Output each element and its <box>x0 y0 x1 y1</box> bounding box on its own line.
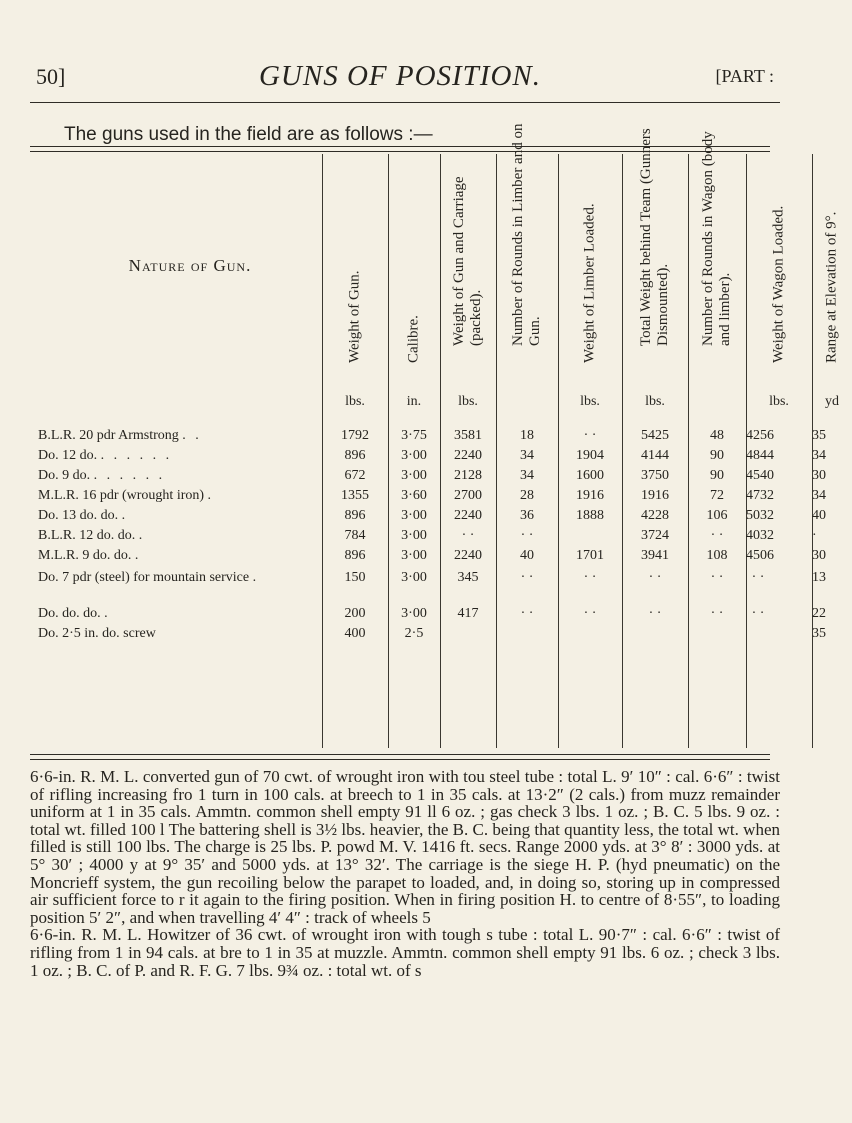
gun-name: Do. 7 pdr (steel) for mountain service . <box>38 570 260 585</box>
table-cell: 1916 <box>576 488 604 503</box>
gun-name: Do. 12 do. . . . . . . <box>38 448 173 463</box>
column-header-label: Weight of Gun. <box>346 270 363 363</box>
table-cell: 34 <box>812 448 826 463</box>
table-cell: 3·00 <box>401 548 427 563</box>
table-cell: 2700 <box>454 488 482 503</box>
table-cell: · · <box>751 606 765 621</box>
unit-label: lbs. <box>345 394 365 409</box>
table-row <box>30 508 826 528</box>
leader-dots: . . . . . . <box>100 448 173 463</box>
table-cell: 3·00 <box>401 606 427 621</box>
table-cell: 48 <box>710 428 724 443</box>
gun-name: Do. 2·5 in. do. screw <box>38 626 156 641</box>
part-label: [PART : <box>715 66 774 86</box>
gun-name: Do. 9 do. . . . . . . <box>38 468 166 483</box>
table-cell: · · <box>583 428 597 443</box>
table-cell: 22 <box>812 606 826 621</box>
table-cell: 2·5 <box>404 626 424 641</box>
column-header-label: Weight of Wagon Loaded. <box>770 205 787 363</box>
table-cell: · · <box>710 606 724 621</box>
table-cell: 4032 <box>746 528 774 543</box>
table-cell: · · <box>648 606 662 621</box>
leader-dots: . <box>138 528 146 543</box>
leader-dots: . <box>207 488 215 503</box>
gun-name: M.L.R. 9 do. do. . <box>38 548 142 563</box>
page-header <box>30 60 774 104</box>
table-bottom-rule <box>30 754 770 755</box>
column-header <box>573 156 607 380</box>
table-cell: · · <box>583 570 597 585</box>
table-cell: 18 <box>520 428 534 443</box>
page-number: 50] <box>36 64 66 89</box>
column-header <box>815 156 849 380</box>
table-cell: 2240 <box>454 508 482 523</box>
table-cell: 35 <box>812 428 826 443</box>
table-cell: · · <box>461 528 475 543</box>
column-header-label: Range at Elevation of 9°. <box>823 211 840 363</box>
column-header <box>397 156 431 380</box>
header-rule <box>30 102 780 103</box>
table-row <box>30 570 826 590</box>
table-cell: 3·00 <box>401 570 427 585</box>
table-row <box>30 428 826 448</box>
unit-label: lbs. <box>458 394 478 409</box>
table-cell: 345 <box>457 570 479 585</box>
unit-label: yd <box>825 394 839 409</box>
table-cell: 90 <box>710 468 724 483</box>
table-cell: 3·75 <box>401 428 427 443</box>
leader-dots: . <box>134 548 142 563</box>
column-header-label: Weight of Limber Loaded. <box>581 203 598 363</box>
table-cell: 3·00 <box>401 448 427 463</box>
paragraph-gun: 6·6-in. R. M. L. converted gun of 70 cwt. of wrought iron with tou steel tube : total L. 9′ 10″ : cal. 6·6″ : twist of rifling increasing fro 1 turn in 100 cals. at breech to 1 in 35 cals. at 13·2″ (2 cals.) from muzz remainder uniform at 1 in 35 cals. Ammtn. common shell empty 91 ll 6 oz. ; gas check 3 lbs. 1 oz. ; B. C. 5 lbs. 9 oz. : total wt. filled 100 l The battering shell is 3½ lbs. heavier, the B. C. being that quantity less, the total wt. when filled is still 100 lbs. The charge is 25 lbs. P. powd M. V. 1416 ft. secs. Range 2000 yds. at 3° 8′ : 3000 yds. at 5° 30′ ; 4000 y at 9° 35′ and 5000 yds. at 13° 32′. The carriage is the siege H. P. (hyd pneumatic) on the Moncrieff system, the gun recoiling below the parapet to loaded, and, in doing so, storing up in compressed air sufficient force to r it again to the firing position. When in firing position H. to centre of 8·55″, to loading position 5′ 2″, and when travelling 4′ 4″ : track of wheels 5 <box>30 767 780 927</box>
table-cell: 1792 <box>341 428 369 443</box>
table-cell: 1916 <box>641 488 669 503</box>
table-cell: 3581 <box>454 428 482 443</box>
column-header-label: Number of Rounds in Wagon (body and limber). <box>700 131 733 346</box>
table-cell: 4144 <box>641 448 669 463</box>
table-cell: 1600 <box>576 468 604 483</box>
table-cell: 3·60 <box>401 488 427 503</box>
table-cell: 3941 <box>641 548 669 563</box>
table-cell: 106 <box>706 508 728 523</box>
table-cell: 108 <box>706 548 728 563</box>
running-title: GUNS OF POSITION. <box>258 60 542 92</box>
table-cell: 4732 <box>746 488 774 503</box>
table-cell: 40 <box>812 508 826 523</box>
table-cell: 2240 <box>454 448 482 463</box>
table-bottom-rule-2 <box>30 759 770 760</box>
table-cell: 1701 <box>576 548 604 563</box>
table-cell: 896 <box>344 508 366 523</box>
column-header-label: Total Weight behind Team (Gunners Dismounted). <box>638 128 671 346</box>
gun-name: Do. 13 do. do. . <box>38 508 129 523</box>
table-row <box>30 548 826 568</box>
table-cell: · · <box>520 570 534 585</box>
table-cell: 4256 <box>746 428 774 443</box>
column-header <box>338 156 372 380</box>
table-row <box>30 488 826 508</box>
table-cell: · · <box>583 606 597 621</box>
table-cell: 5425 <box>641 428 669 443</box>
table-row <box>30 606 826 626</box>
table-cell: 3·00 <box>401 528 427 543</box>
table-cell: 30 <box>812 548 826 563</box>
table-cell: 1888 <box>576 508 604 523</box>
table-cell: 2240 <box>454 548 482 563</box>
column-header-label: Weight of Gun and Carriage (packed). <box>451 176 484 346</box>
unit-label: lbs. <box>645 394 665 409</box>
column-header <box>638 128 672 380</box>
table-cell: 896 <box>344 448 366 463</box>
leader-dots: . <box>104 606 111 621</box>
table-cell: 3·00 <box>401 468 427 483</box>
gun-name: M.L.R. 16 pdr (wrought iron) . <box>38 488 215 503</box>
intro-text: The guns used in the field are as follows :— <box>64 124 433 145</box>
table-cell: 28 <box>520 488 534 503</box>
table-cell: 2128 <box>454 468 482 483</box>
table-cell: 1904 <box>576 448 604 463</box>
table-cell: 5032 <box>746 508 774 523</box>
table-cell: 896 <box>344 548 366 563</box>
table-cell: · · <box>520 606 534 621</box>
table-cell: 3724 <box>641 528 669 543</box>
unit-label: lbs. <box>580 394 600 409</box>
table-cell: 40 <box>520 548 534 563</box>
table-cell: 3750 <box>641 468 669 483</box>
table-cell: · · <box>648 570 662 585</box>
gun-name: Do. do. do. . <box>38 606 111 621</box>
table-cell: 784 <box>344 528 366 543</box>
table-cell: 34 <box>812 488 826 503</box>
column-header <box>510 123 544 380</box>
table-cell: 36 <box>520 508 534 523</box>
table-row <box>30 448 826 468</box>
table-cell: 417 <box>457 606 479 621</box>
table-cell: 34 <box>520 468 534 483</box>
table-cell: · · <box>520 528 534 543</box>
table-cell: · · <box>710 570 724 585</box>
table-cell: 150 <box>344 570 366 585</box>
column-header-label: Calibre. <box>405 315 422 363</box>
table-cell: 4540 <box>746 468 774 483</box>
column-header <box>451 156 485 380</box>
table-cell: 4228 <box>641 508 669 523</box>
gun-name: B.L.R. 12 do. do. . <box>38 528 146 543</box>
table-cell: 35 <box>812 626 826 641</box>
table-cell: 4844 <box>746 448 774 463</box>
table-row <box>30 626 826 646</box>
leader-dots: . <box>252 570 260 585</box>
column-header <box>700 131 734 380</box>
table-cell: 3·00 <box>401 508 427 523</box>
table-cell: 72 <box>710 488 724 503</box>
table-cell: 4506 <box>746 548 774 563</box>
gun-name: B.L.R. 20 pdr Armstrong . . <box>38 428 202 443</box>
column-header-label: Number of Rounds in Limber and on Gun. <box>510 123 543 346</box>
paragraph-howitzer: 6·6-in. R. M. L. Howitzer of 36 cwt. of wrought iron with tough s tube : total L. 90·7″ : cal. 6·6″ : twist of rifling from 1 in 94 cals. at bre to 1 in 35 at muzzle. Ammtn. common shell empty 91 lbs. 6 oz. ; check 3 lbs. 1 oz. ; B. C. of P. and R. F. G. 7 lbs. 9¾ oz. : total wt. of s <box>30 925 780 980</box>
table-cell: 200 <box>344 606 366 621</box>
table-cell: 13 <box>812 570 826 585</box>
table-cell: 400 <box>344 626 366 641</box>
table-cell: · · <box>751 570 765 585</box>
table-row <box>30 468 826 488</box>
column-header <box>762 156 796 380</box>
leader-dots: . . <box>182 428 202 443</box>
table-cell: 90 <box>710 448 724 463</box>
table-cell: 1355 <box>341 488 369 503</box>
nature-of-gun-header: Nature of Gun. <box>128 256 252 275</box>
table-row <box>30 528 817 548</box>
table-cell: · · <box>710 528 724 543</box>
body-text <box>30 768 780 979</box>
table-cell: 30 <box>812 468 826 483</box>
table-cell: 672 <box>344 468 366 483</box>
table-cell: · <box>812 528 817 543</box>
unit-label: lbs. <box>769 394 789 409</box>
unit-label: in. <box>406 394 422 409</box>
leader-dots: . . . . . . <box>93 468 166 483</box>
leader-dots: . <box>121 508 129 523</box>
table-cell: 34 <box>520 448 534 463</box>
